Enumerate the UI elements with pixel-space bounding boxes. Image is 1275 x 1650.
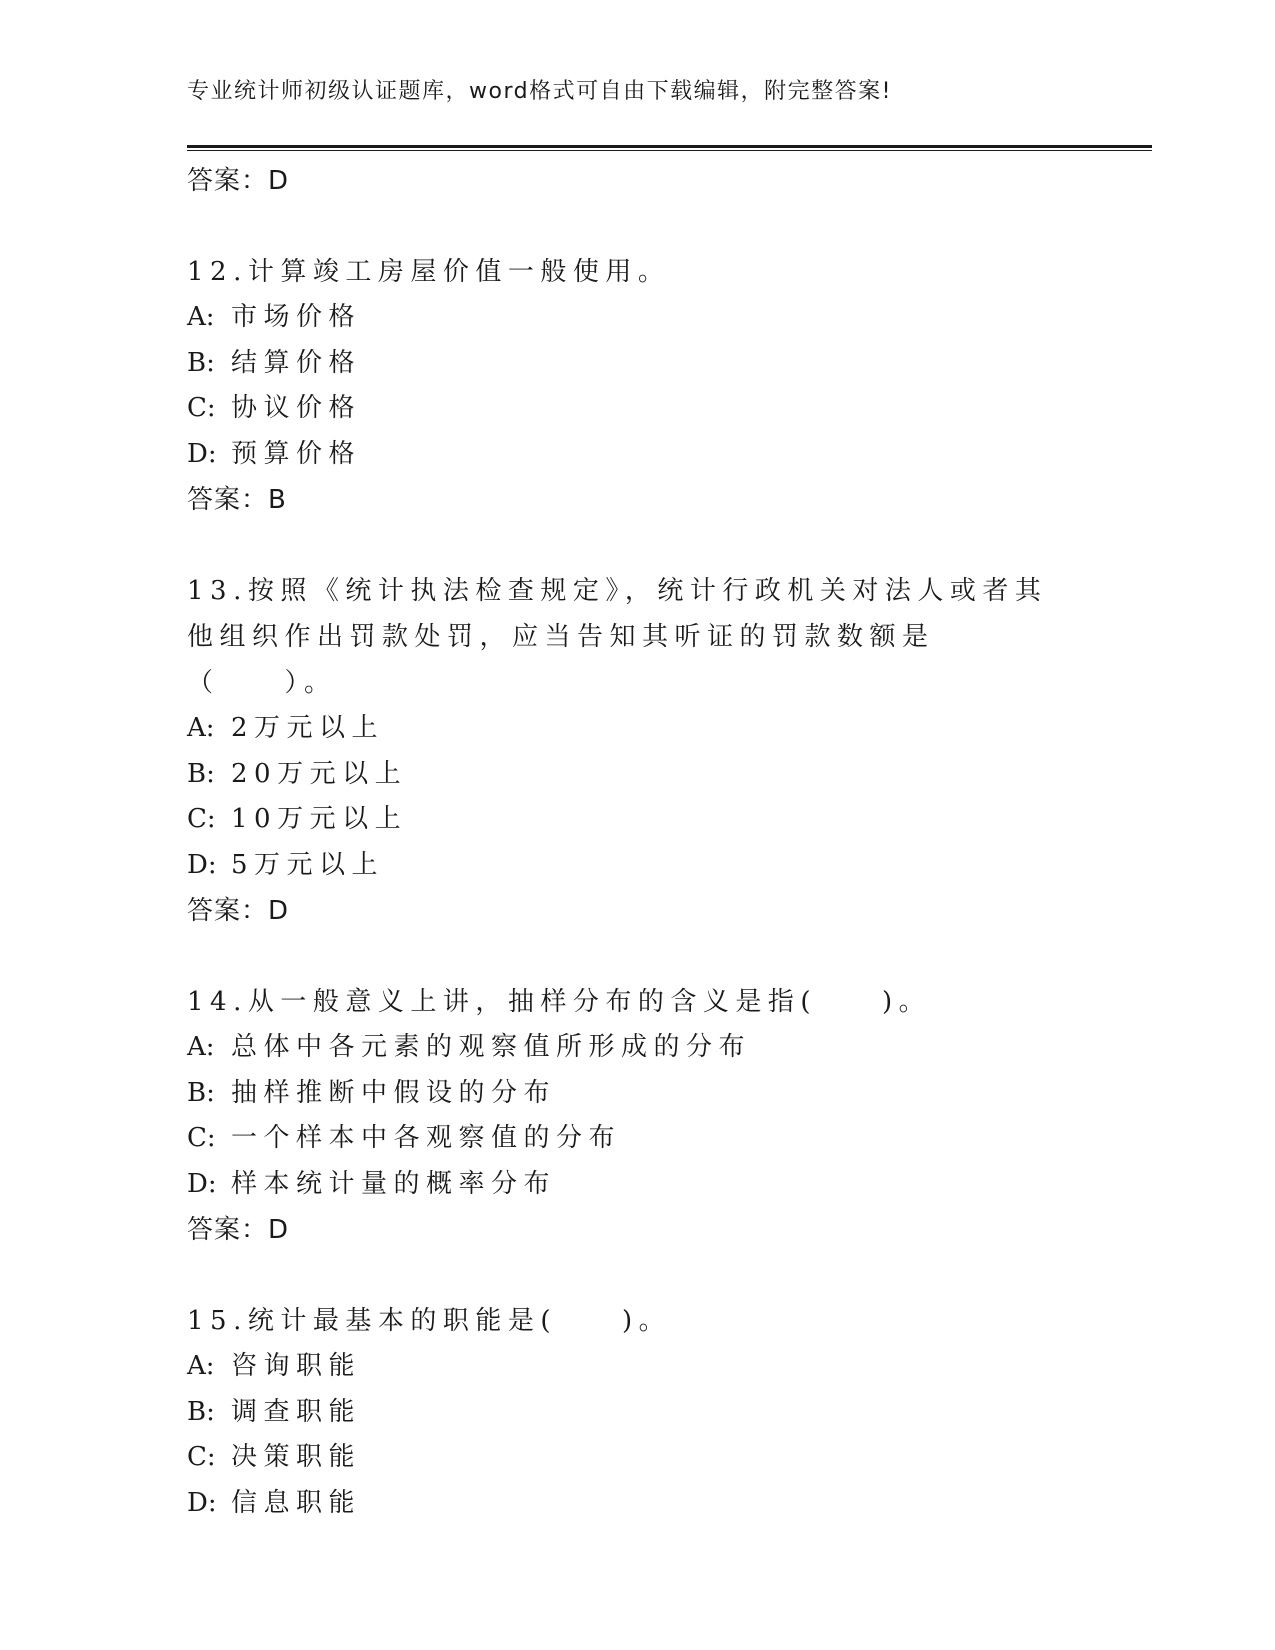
option-key: D:	[187, 849, 217, 880]
question-spacer	[187, 1253, 1087, 1298]
option-key: B:	[187, 1396, 215, 1427]
answer-line: 答案：B	[187, 485, 287, 515]
answer-line: 答案：D	[187, 896, 290, 926]
option-key: A:	[187, 1351, 215, 1381]
option-d	[187, 432, 1087, 478]
question-stem: 15.统计最基本的职能是( )。	[187, 1306, 672, 1336]
option-text: 10万元以上	[231, 804, 408, 834]
option-c	[187, 1435, 1087, 1481]
option-b	[187, 752, 1087, 798]
option-a	[187, 706, 1087, 752]
question-stem: 13.按照《统计执法检查规定》，统计行政机关对法人或者其他组织作出罚款处罚，应当告知其听证的罚款数额是（ ）。	[187, 576, 1048, 698]
question-spacer	[187, 204, 1087, 249]
option-text: 2万元以上	[231, 713, 385, 743]
option-d	[187, 1481, 1087, 1527]
option-b	[187, 1071, 1087, 1117]
option-c	[187, 797, 1087, 843]
option-key: A:	[187, 1032, 215, 1062]
question-spacer	[187, 934, 1087, 979]
option-key: C:	[187, 1442, 216, 1472]
page-header: 专业统计师初级认证题库，word格式可自由下载编辑，附完整答案!	[187, 79, 892, 104]
option-text: 市场价格	[231, 302, 362, 332]
option-a	[187, 1025, 1087, 1071]
option-a	[187, 1344, 1087, 1390]
option-a	[187, 295, 1087, 341]
option-text: 5万元以上	[231, 849, 385, 880]
answer-line: 答案：D	[187, 1215, 290, 1245]
option-text: 总体中各元素的观察值所形成的分布	[231, 1032, 752, 1062]
option-text: 抽样推断中假设的分布	[231, 1077, 557, 1108]
header-rule-thin	[187, 150, 1152, 151]
question-12	[187, 249, 1087, 523]
header-rule-thick	[187, 145, 1152, 148]
option-key: A:	[187, 302, 215, 332]
option-d	[187, 1162, 1087, 1208]
question-13	[187, 568, 1087, 934]
option-text: 样本统计量的概率分布	[231, 1168, 557, 1199]
option-key: D:	[187, 1168, 217, 1199]
option-key: C:	[187, 393, 216, 423]
option-key: B:	[187, 1077, 215, 1108]
option-text: 调查职能	[231, 1396, 362, 1427]
option-c	[187, 1116, 1087, 1162]
question-list	[187, 158, 1087, 1526]
question-14	[187, 979, 1087, 1253]
header-rule	[187, 145, 1152, 152]
answer-line: 答案：D	[187, 166, 290, 196]
question-spacer	[187, 523, 1087, 568]
option-text: 咨询职能	[231, 1351, 362, 1381]
option-text: 一个样本中各观察值的分布	[231, 1123, 622, 1153]
option-text: 协议价格	[231, 393, 362, 423]
option-key: A:	[187, 713, 215, 743]
option-key: C:	[187, 1123, 216, 1153]
option-text: 信息职能	[231, 1487, 362, 1518]
option-text: 结算价格	[231, 347, 362, 378]
question-stem: 14.从一般意义上讲，抽样分布的含义是指( )。	[187, 987, 932, 1017]
option-text: 决策职能	[231, 1442, 362, 1472]
option-text: 预算价格	[231, 438, 362, 469]
option-key: B:	[187, 347, 215, 378]
option-b	[187, 341, 1087, 387]
option-key: B:	[187, 758, 215, 789]
option-d	[187, 843, 1087, 889]
question-stem: 12.计算竣工房屋价值一般使用。	[187, 257, 671, 287]
option-key: D:	[187, 438, 217, 469]
option-text: 20万元以上	[231, 758, 408, 789]
option-b	[187, 1390, 1087, 1436]
option-key: D:	[187, 1487, 217, 1518]
question-15	[187, 1298, 1087, 1526]
option-c	[187, 386, 1087, 432]
option-key: C:	[187, 804, 216, 834]
